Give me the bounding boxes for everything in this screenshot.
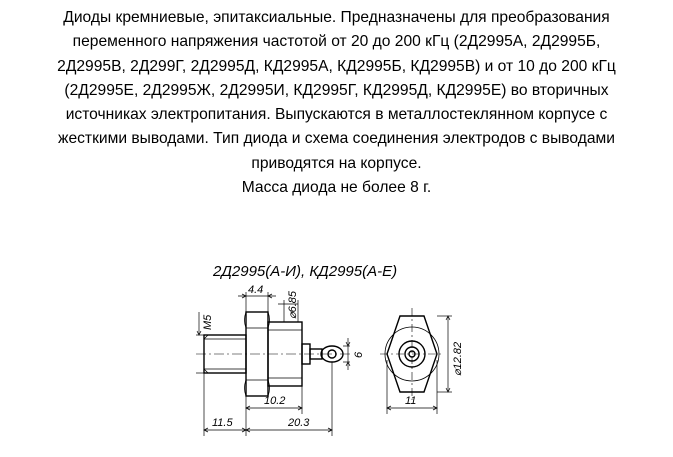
side-view xyxy=(196,312,352,396)
description-line: Диоды кремниевые, эпитаксиальные. Предназначены для преобразования xyxy=(63,9,610,26)
description-line: жесткими выводами. Тип диода и схема соединения электродов с выводами xyxy=(58,130,615,148)
dim-hex-height: 4.4 xyxy=(248,284,264,296)
dim-total-length: 20.3 xyxy=(288,417,310,429)
description-line: 2Д2995В, 2Д299Г, 2Д2995Д, КД2995А, КД2995Б, КД2995В) и от 10 до 200 кГц xyxy=(57,57,616,75)
dim-thread-length: 11.5 xyxy=(212,417,233,429)
side-view-dimensions xyxy=(196,292,350,436)
dim-collar-diameter: ⌀6.85 xyxy=(287,290,299,319)
dim-terminal: 6 xyxy=(353,351,365,358)
description-line: приводятся на корпусе. xyxy=(251,154,422,172)
mass-line: Масса диода не более 8 г. xyxy=(241,179,432,197)
dim-hex-across-corners: ⌀12.82 xyxy=(452,341,464,376)
description-line: (2Д2995Е, 2Д2995Ж, 2Д2995И, КД2995Г, КД2995Д, КД2995Е) во вторичных xyxy=(64,81,609,99)
end-view xyxy=(380,308,444,400)
dim-thread: M5 xyxy=(202,314,214,330)
description-line: источниках электропитания. Выпускаются в металлостеклянном корпусе с xyxy=(65,106,608,124)
drawing-title: 2Д2995(А-И), КД2995(А-Е) xyxy=(213,263,398,280)
description-line: переменного напряжения частотой от 20 до 200 кГц (2Д2995А, 2Д2995Б, xyxy=(72,33,601,51)
dim-body-length: 10.2 xyxy=(264,395,286,407)
dim-hex-across-flats: 11 xyxy=(405,395,417,407)
